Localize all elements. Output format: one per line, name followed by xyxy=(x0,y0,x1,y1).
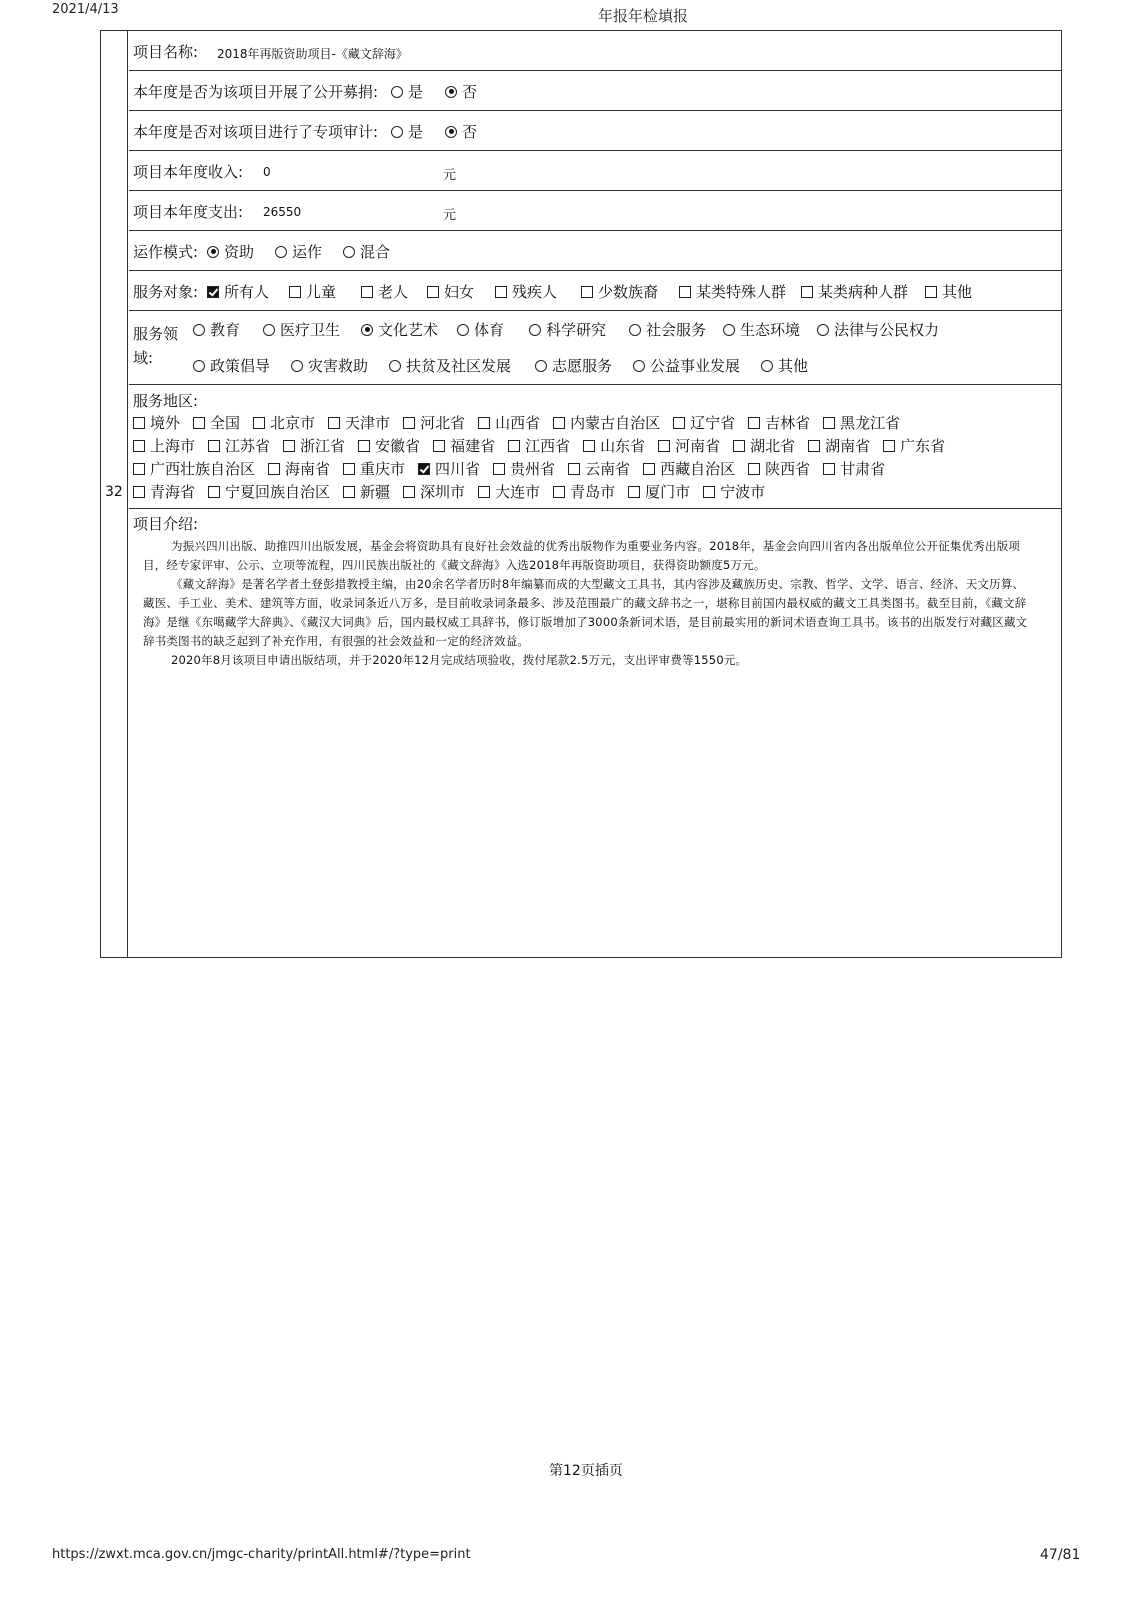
region-option[interactable]: 甘肃省 xyxy=(823,458,885,479)
income-label: 项目本年度收入: xyxy=(133,163,244,181)
field-option[interactable]: 医疗卫生 xyxy=(263,319,340,340)
region-option[interactable]: 黑龙江省 xyxy=(823,412,900,433)
operation-mode-label: 运作模式: xyxy=(133,243,199,261)
region-option[interactable]: 北京市 xyxy=(253,412,315,433)
region-option[interactable]: 深圳市 xyxy=(403,481,465,502)
checkbox-icon xyxy=(748,417,760,429)
checkbox-icon xyxy=(508,440,520,452)
region-option[interactable]: 河南省 xyxy=(658,435,720,456)
page-title: 年报年检填报 xyxy=(598,7,689,25)
checkbox-icon xyxy=(208,486,220,498)
checkbox-icon xyxy=(628,486,640,498)
operation-mode-option[interactable]: 资助 xyxy=(207,241,254,262)
checkbox-icon xyxy=(808,440,820,452)
checkbox-checked-icon xyxy=(207,286,219,298)
checkbox-icon xyxy=(433,440,445,452)
radio-icon xyxy=(263,324,275,336)
field-option[interactable]: 生态环境 xyxy=(723,319,800,340)
field-option[interactable]: 教育 xyxy=(193,319,240,340)
checkbox-icon xyxy=(495,286,507,298)
public-fundraising-row xyxy=(129,71,1061,111)
public-fundraising-no[interactable]: 否 xyxy=(445,81,477,102)
region-option[interactable]: 上海市 xyxy=(133,435,195,456)
target-option[interactable]: 妇女 xyxy=(427,281,474,302)
region-option[interactable]: 云南省 xyxy=(568,458,630,479)
checkbox-icon xyxy=(748,463,760,475)
field-option[interactable]: 科学研究 xyxy=(529,319,606,340)
project-name-label: 项目名称: xyxy=(133,43,199,61)
target-option[interactable]: 残疾人 xyxy=(495,281,557,302)
checkbox-icon xyxy=(478,486,490,498)
project-intro-label: 项目介绍: xyxy=(133,515,199,533)
region-line xyxy=(133,412,900,433)
radio-icon xyxy=(457,324,469,336)
public-fundraising-label: 本年度是否为该项目开展了公开募捐: xyxy=(133,83,379,101)
checkbox-icon xyxy=(358,440,370,452)
intro-paragraph: 《藏文辞海》是著名学者土登彭措教授主编，由20余名学者历时8年编纂而成的大型藏文工具书，其内容涉及藏族历史、宗教、哲学、文学、语言、经济、天文历算、藏医、手工业、美术、建筑等方面，收录词条近八万多，是目前收录词条最多、涉及范围最广的藏文辞书之一，堪称目前国内最权威的藏文工具类图书。截至目前，《藏文辞海》是继《东噶藏学大辞典》、《藏汉大词典》后，国内最权威工具辞书，修订版增加了3000条新词术语，是目前最实用的新词术语查询工具书。该书的出版发行对藏区藏文辞书类图书的缺乏起到了补充作用，有很强的社会效益和一定的经济效益。 xyxy=(143,577,1028,648)
field-option[interactable]: 灾害救助 xyxy=(291,355,368,376)
radio-selected-icon xyxy=(445,86,457,98)
checkbox-icon xyxy=(133,486,145,498)
checkbox-icon xyxy=(823,417,835,429)
checkbox-icon xyxy=(253,417,265,429)
checkbox-icon xyxy=(733,440,745,452)
service-regions-row xyxy=(129,385,1061,509)
region-option[interactable]: 广东省 xyxy=(883,435,945,456)
service-fields-label-line1: 服务领 xyxy=(133,325,179,343)
region-option[interactable]: 四川省 xyxy=(418,458,480,479)
region-option[interactable]: 辽宁省 xyxy=(673,412,735,433)
region-option[interactable]: 江西省 xyxy=(508,435,570,456)
region-option[interactable]: 河北省 xyxy=(403,412,465,433)
target-option[interactable]: 某类特殊人群 xyxy=(679,281,786,302)
checkbox-icon xyxy=(823,463,835,475)
expense-row xyxy=(129,191,1061,231)
page-count: 47/81 xyxy=(1040,1547,1081,1563)
checkbox-icon xyxy=(283,440,295,452)
service-fields-label-line2: 域: xyxy=(133,349,154,367)
expense-value: 26550 xyxy=(263,205,302,219)
page-number-label: 第12页插页 xyxy=(549,1463,623,1479)
region-option[interactable]: 西藏自治区 xyxy=(643,458,735,479)
region-option[interactable]: 大连市 xyxy=(478,481,540,502)
radio-icon xyxy=(633,360,645,372)
region-option[interactable]: 福建省 xyxy=(433,435,495,456)
checkbox-icon xyxy=(403,486,415,498)
region-option[interactable]: 吉林省 xyxy=(748,412,810,433)
checkbox-icon xyxy=(925,286,937,298)
radio-icon xyxy=(275,246,287,258)
field-option[interactable]: 社会服务 xyxy=(629,319,706,340)
operation-mode-row xyxy=(129,231,1061,271)
checkbox-icon xyxy=(583,440,595,452)
special-audit-label: 本年度是否对该项目进行了专项审计: xyxy=(133,123,379,141)
intro-paragraph: 2020年8月该项目申请出版结项，并于2020年12月完成结项验收，拨付尾款2.5万元，支出评审费等1550元。 xyxy=(171,653,748,667)
form-body xyxy=(129,31,1061,957)
region-option[interactable]: 天津市 xyxy=(328,412,390,433)
region-option[interactable]: 广西壮族自治区 xyxy=(133,458,255,479)
special-audit-yes[interactable]: 是 xyxy=(391,121,423,142)
checkbox-icon xyxy=(703,486,715,498)
expense-unit: 元 xyxy=(443,208,457,223)
checkbox-icon xyxy=(343,463,355,475)
region-option[interactable]: 安徽省 xyxy=(358,435,420,456)
checkbox-icon xyxy=(133,417,145,429)
intro-paragraph: 为振兴四川出版、助推四川出版发展，基金会将资助具有良好社会效益的优秀出版物作为重要业务内容。2018年，基金会向四川省内各出版单位公开征集优秀出版项目，经专家评审、公示、立项等流程，四川民族出版社的《藏文辞海》入选2018年再版资助项目，获得资助额度5万元。 xyxy=(143,539,1021,572)
target-option[interactable]: 老人 xyxy=(361,281,408,302)
target-option[interactable]: 其他 xyxy=(925,281,972,302)
operation-mode-option[interactable]: 运作 xyxy=(275,241,322,262)
region-option[interactable]: 宁夏回族自治区 xyxy=(208,481,330,502)
target-option[interactable]: 少数族裔 xyxy=(581,281,658,302)
project-form-table xyxy=(100,30,1062,958)
region-option[interactable]: 厦门市 xyxy=(628,481,690,502)
region-option[interactable]: 山西省 xyxy=(478,412,540,433)
field-option[interactable]: 志愿服务 xyxy=(535,355,612,376)
project-intro-section xyxy=(129,509,1061,957)
checkbox-icon xyxy=(883,440,895,452)
target-option[interactable]: 儿童 xyxy=(289,281,336,302)
project-name-row xyxy=(129,31,1061,71)
region-option[interactable]: 海南省 xyxy=(268,458,330,479)
radio-icon xyxy=(193,360,205,372)
serial-column xyxy=(101,31,128,957)
checkbox-icon xyxy=(553,486,565,498)
region-option[interactable]: 江苏省 xyxy=(208,435,270,456)
region-option[interactable]: 贵州省 xyxy=(493,458,555,479)
radio-icon xyxy=(629,324,641,336)
region-line xyxy=(133,458,885,479)
income-row xyxy=(129,151,1061,191)
income-value: 0 xyxy=(263,165,271,179)
checkbox-icon xyxy=(673,417,685,429)
region-option[interactable]: 青岛市 xyxy=(553,481,615,502)
expense-label: 项目本年度支出: xyxy=(133,203,244,221)
checkbox-icon xyxy=(361,286,373,298)
checkbox-icon xyxy=(427,286,439,298)
checkbox-icon xyxy=(568,463,580,475)
checkbox-icon xyxy=(658,440,670,452)
radio-icon xyxy=(535,360,547,372)
checkbox-icon xyxy=(581,286,593,298)
radio-selected-icon xyxy=(445,126,457,138)
print-date: 2021/4/13 xyxy=(52,2,119,17)
field-option[interactable]: 文化艺术 xyxy=(361,319,438,340)
radio-icon xyxy=(723,324,735,336)
region-option[interactable]: 重庆市 xyxy=(343,458,405,479)
checkbox-icon xyxy=(268,463,280,475)
checkbox-icon xyxy=(343,486,355,498)
region-option[interactable]: 全国 xyxy=(193,412,240,433)
region-option[interactable]: 境外 xyxy=(133,412,180,433)
radio-icon xyxy=(391,86,403,98)
checkbox-icon xyxy=(133,440,145,452)
radio-icon xyxy=(193,324,205,336)
checkbox-checked-icon xyxy=(418,463,430,475)
special-audit-no[interactable]: 否 xyxy=(445,121,477,142)
region-option[interactable]: 内蒙古自治区 xyxy=(553,412,660,433)
checkbox-icon xyxy=(328,417,340,429)
checkbox-icon xyxy=(643,463,655,475)
radio-selected-icon xyxy=(361,324,373,336)
region-line xyxy=(133,481,765,502)
region-option[interactable]: 青海省 xyxy=(133,481,195,502)
radio-icon xyxy=(389,360,401,372)
region-option[interactable]: 新疆 xyxy=(343,481,390,502)
checkbox-icon xyxy=(478,417,490,429)
special-audit-row xyxy=(129,111,1061,151)
target-option[interactable]: 某类病种人群 xyxy=(801,281,908,302)
checkbox-icon xyxy=(193,417,205,429)
field-option[interactable]: 公益事业发展 xyxy=(633,355,740,376)
print-url: https://zwxt.mca.gov.cn/jmgc-charity/printAll.html#/?type=print xyxy=(52,1547,471,1562)
service-targets-row xyxy=(129,271,1061,311)
checkbox-icon xyxy=(403,417,415,429)
radio-icon xyxy=(529,324,541,336)
field-option[interactable]: 其他 xyxy=(761,355,808,376)
service-fields-row xyxy=(129,311,1061,385)
region-line xyxy=(133,435,945,456)
radio-icon xyxy=(761,360,773,372)
checkbox-icon xyxy=(493,463,505,475)
income-unit: 元 xyxy=(443,168,457,183)
region-option[interactable]: 山东省 xyxy=(583,435,645,456)
checkbox-icon xyxy=(289,286,301,298)
field-option[interactable]: 体育 xyxy=(457,319,504,340)
checkbox-icon xyxy=(679,286,691,298)
radio-icon xyxy=(343,246,355,258)
region-option[interactable]: 浙江省 xyxy=(283,435,345,456)
public-fundraising-yes[interactable]: 是 xyxy=(391,81,423,102)
field-option[interactable]: 法律与公民权力 xyxy=(817,319,939,340)
service-targets-label: 服务对象: xyxy=(133,283,199,301)
radio-selected-icon xyxy=(207,246,219,258)
region-option[interactable]: 湖南省 xyxy=(808,435,870,456)
project-name-value: 2018年再版资助项目-《藏文辞海》 xyxy=(217,47,408,61)
checkbox-icon xyxy=(133,463,145,475)
checkbox-icon xyxy=(801,286,813,298)
checkbox-icon xyxy=(553,417,565,429)
radio-icon xyxy=(391,126,403,138)
target-option[interactable]: 所有人 xyxy=(207,281,269,302)
field-option[interactable]: 政策倡导 xyxy=(193,355,270,376)
field-option[interactable]: 扶贫及社区发展 xyxy=(389,355,511,376)
serial-number: 32 xyxy=(105,484,123,500)
radio-icon xyxy=(817,324,829,336)
radio-icon xyxy=(291,360,303,372)
region-option[interactable]: 湖北省 xyxy=(733,435,795,456)
region-option[interactable]: 宁波市 xyxy=(703,481,765,502)
checkbox-icon xyxy=(208,440,220,452)
service-regions-label: 服务地区: xyxy=(133,392,199,410)
operation-mode-option[interactable]: 混合 xyxy=(343,241,390,262)
region-option[interactable]: 陕西省 xyxy=(748,458,810,479)
